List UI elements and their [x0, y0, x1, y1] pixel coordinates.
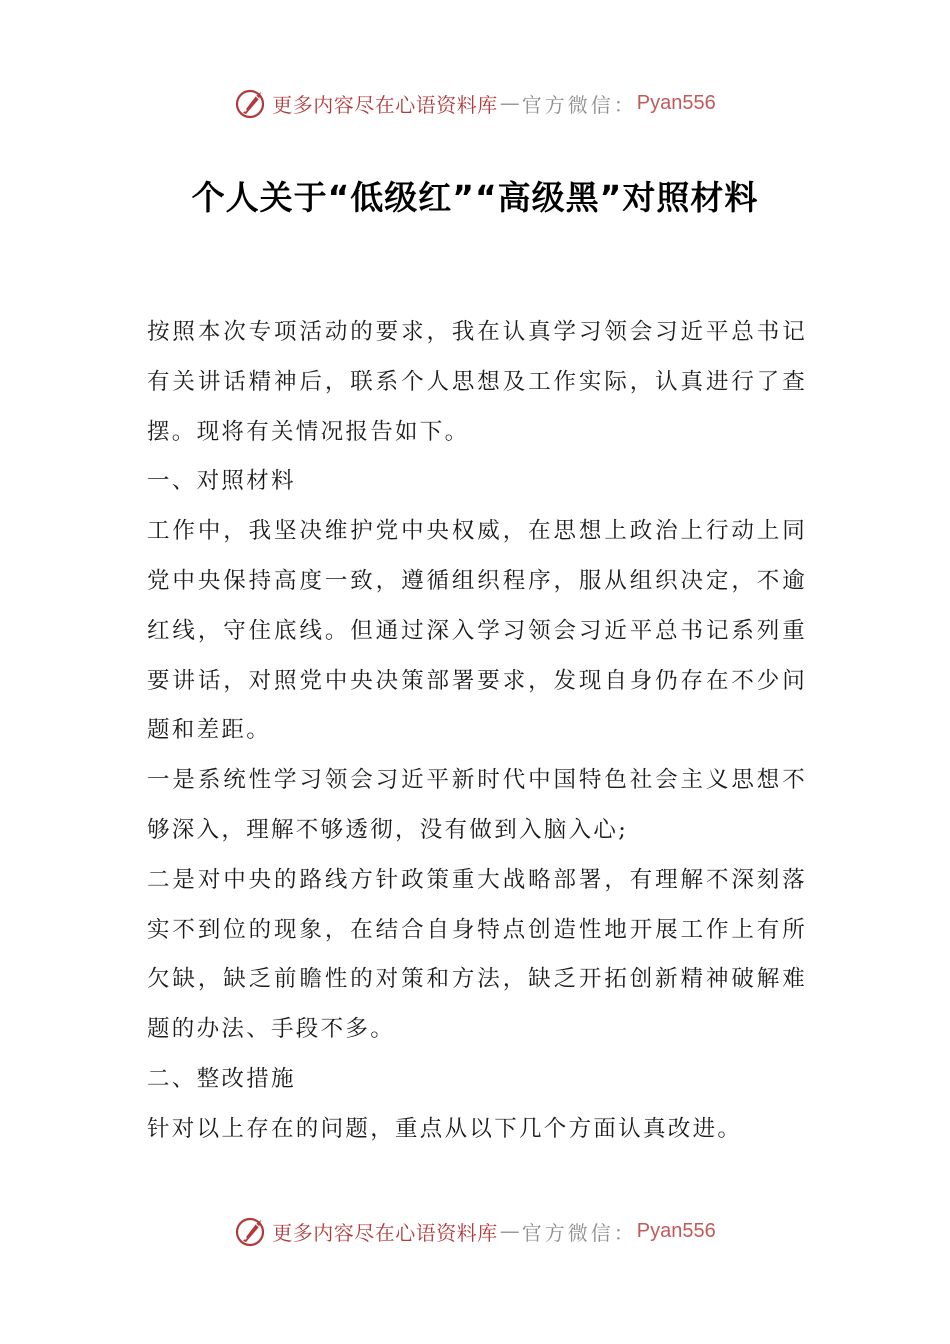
banner-brand: 更多内容尽在心语资料库: [272, 92, 498, 117]
problem-item-two: 二是对中央的路线方针政策重大战略部署，有理解不深刻落实不到位的现象，在结合自身特点创造性地开展工作上有所欠缺，缺乏前瞻性的对策和方法，缺乏开拓创新精神破解难题的办法、手段不多。: [147, 866, 807, 1043]
banner-label: 官方微信：: [521, 1220, 637, 1245]
banner-dash: —: [499, 91, 520, 115]
comparison-paragraph: 工作中，我坚决维护党中央权威，在思想上政治上行动上同党中央保持高度一致，遵循组织程序，服从组织决定，不逾红线，守住底线。但通过深入学习领会习近平总书记系列重要讲话，对照党中央决策部署要求，发现自身仍存在不少问题和差距。: [147, 518, 807, 744]
banner-brand: 更多内容尽在心语资料库: [272, 1220, 498, 1245]
banner-label: 官方微信：: [521, 92, 637, 117]
document-title: 个人关于“低级红”“高级黑”对照材料: [191, 178, 759, 217]
banner-dash: —: [499, 1219, 520, 1243]
section-heading-comparison: 一、对照材料: [147, 468, 296, 495]
rectification-paragraph: 针对以上存在的问题，重点从以下几个方面认真改进。: [147, 1115, 743, 1142]
section-heading-rectification: 二、整改措施: [147, 1065, 296, 1092]
pen-nib-circle-icon: [234, 1214, 268, 1248]
intro-paragraph: 按照本次专项活动的要求，我在认真学习领会习近平总书记有关讲话精神后，联系个人思想及工作实际，认真进行了查摆。现将有关情况报告如下。: [147, 319, 807, 445]
header-watermark-banner: [0, 83, 950, 123]
footer-watermark-banner: [0, 1211, 950, 1251]
banner-handle: Pyan556: [636, 91, 716, 114]
document-body: [147, 308, 807, 1155]
problem-item-one: 一是系统性学习领会习近平新时代中国特色社会主义思想不够深入，理解不够透彻，没有做到入脑入心;: [147, 767, 807, 843]
pen-nib-circle-icon: [234, 86, 268, 120]
banner-handle: Pyan556: [636, 1219, 716, 1242]
